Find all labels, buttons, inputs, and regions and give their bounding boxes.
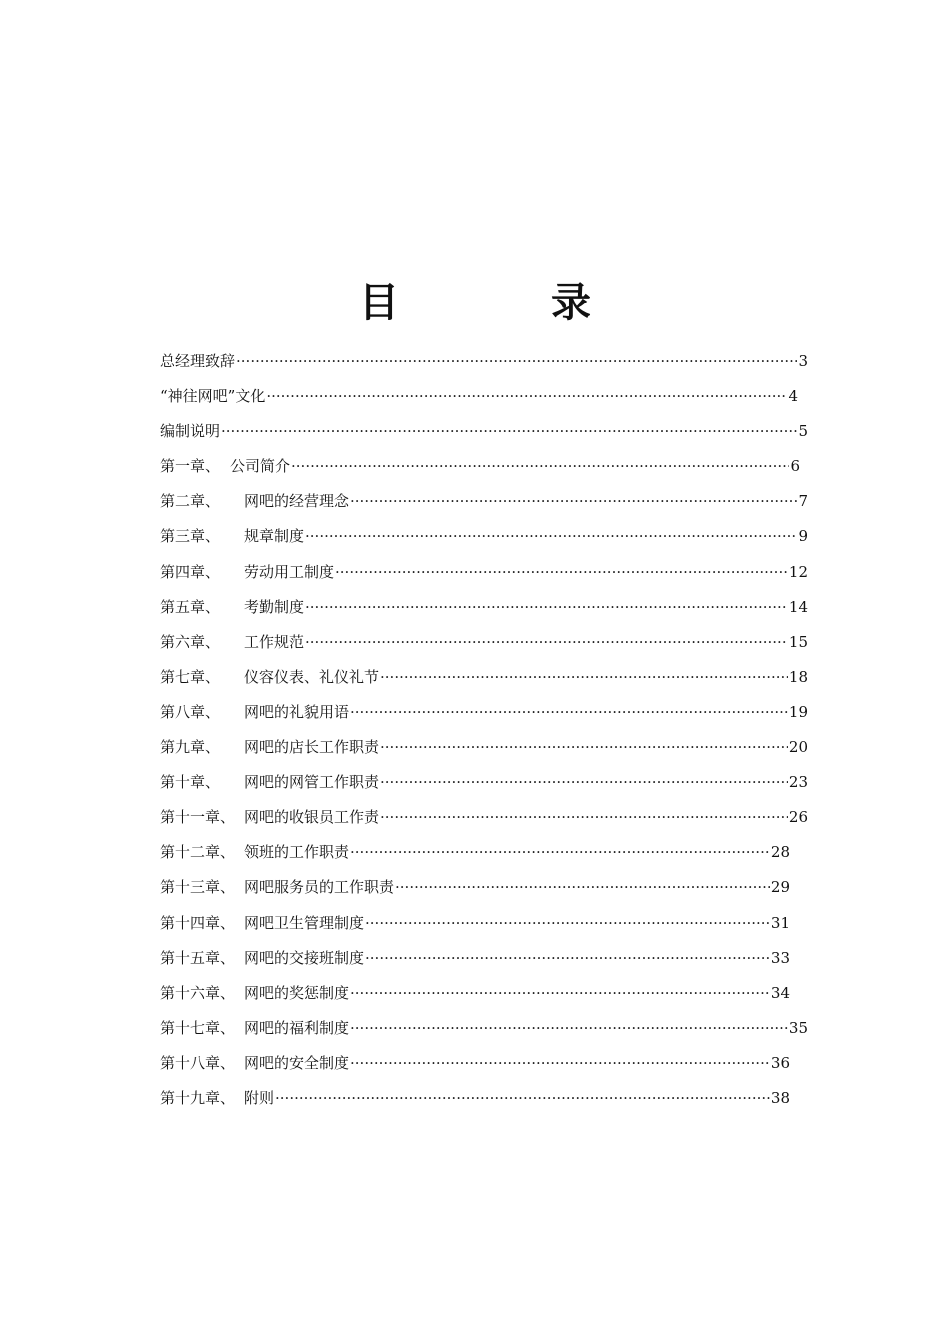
toc-chapter-label: 第十一章、 [160,808,236,827]
toc-dot-leader [221,414,797,449]
toc-entry-title: 总经理致辞 [160,352,236,370]
toc-entry-title: 网吧的收银员工作责 [244,808,380,827]
toc-entry[interactable] [160,976,790,1011]
toc-entry-title: 工作规范 [244,632,305,651]
toc-page-number: 18 [788,667,808,686]
toc-chapter-label: 第二章、 [160,492,221,511]
toc-entry-title: 网吧的网管工作职责 [244,773,380,792]
toc-chapter-label: 第十六章、 [160,983,236,1002]
toc-entry-title: 规章制度 [244,527,305,546]
toc-page-number: 7 [798,492,808,511]
toc-page-number: 5 [798,422,808,441]
toc-dot-leader [236,344,797,379]
toc-title: 目 录 [359,280,647,326]
toc-chapter-label: 第八章、 [160,702,221,721]
toc-chapter-label: 第十三章、 [160,878,236,897]
toc-page-number: 9 [798,527,808,546]
toc-page-number: 34 [770,983,790,1002]
toc-entry-title: 网吧的礼貌用语 [244,702,350,721]
toc-page-number: 26 [788,808,808,827]
toc-dot-leader [350,1011,788,1046]
toc-page-number: 3 [798,352,808,370]
toc-chapter-label: 第五章、 [160,597,221,616]
toc-entry-title: 编制说明 [160,422,221,441]
toc-entry[interactable] [160,730,808,765]
toc-entry-title: “神往网吧”文化 [160,387,266,406]
toc-chapter-label: 第十章、 [160,773,221,792]
toc-chapter-label: 第十二章、 [160,843,236,862]
toc-entry[interactable] [160,906,790,941]
toc-page-number: 4 [788,387,798,406]
toc-page-number: 15 [788,632,808,651]
toc-dot-leader [395,870,770,905]
toc-dot-leader [266,379,787,414]
toc-dot-leader [380,730,788,765]
toc-entry[interactable] [160,1046,790,1081]
toc-chapter-label: 第十七章、 [160,1018,236,1037]
toc-chapter-label: 第七章、 [160,667,221,686]
toc-chapter-label: 第三章、 [160,527,221,546]
toc-page-number: 36 [770,1053,790,1072]
toc-entry[interactable] [160,660,808,695]
toc-entry[interactable] [160,1011,808,1046]
toc-entry-title: 领班的工作职责 [244,843,350,862]
toc-entry[interactable] [160,695,808,730]
toc-page-number: 28 [770,843,790,862]
toc-dot-leader [305,590,788,625]
toc-dot-leader [350,484,797,519]
toc-dot-leader [291,449,789,484]
toc-entry[interactable] [160,1081,790,1116]
toc-dot-leader [305,625,788,660]
toc-dot-leader [380,660,788,695]
toc-page-number: 6 [790,457,800,476]
toc-entry[interactable] [160,555,808,590]
toc-entry-title: 网吧的安全制度 [244,1053,350,1072]
toc-dot-leader [380,765,788,800]
toc-page-number: 20 [788,738,808,757]
toc-entry[interactable] [160,835,790,870]
toc-entry[interactable] [160,941,790,976]
toc-page-number: 38 [770,1088,790,1107]
toc-entry-title: 网吧的福利制度 [244,1018,350,1037]
toc-dot-leader [365,906,770,941]
toc-entry-title: 网吧卫生管理制度 [244,913,365,932]
toc-entry[interactable] [160,519,808,554]
toc-entry[interactable] [160,765,808,800]
toc-page-number: 19 [788,702,808,721]
toc-dot-leader [350,1046,770,1081]
toc-dot-leader [305,519,797,554]
toc-entry-title: 网吧的店长工作职责 [244,738,380,757]
toc-dot-leader [380,800,788,835]
toc-entry-title: 网吧服务员的工作职责 [244,878,395,897]
toc-entry[interactable] [160,414,808,449]
toc-entry[interactable] [160,484,808,519]
toc-chapter-label: 第六章、 [160,632,221,651]
toc-entry-title: 网吧的交接班制度 [244,948,365,967]
toc-entry[interactable] [160,449,800,484]
toc-dot-leader [350,695,788,730]
toc-page-number: 29 [770,878,790,897]
toc-entry-title: 劳动用工制度 [244,562,335,581]
toc-dot-leader [365,941,770,976]
toc-chapter-label: 第十五章、 [160,948,236,967]
toc-dot-leader [350,976,770,1011]
toc-entry[interactable] [160,800,808,835]
toc-page-number: 31 [770,913,790,932]
toc-chapter-label: 第四章、 [160,562,221,581]
toc-entry[interactable] [160,379,798,414]
toc-chapter-label: 第十四章、 [160,913,236,932]
toc-entry-title: 公司简介 [230,457,291,476]
toc-entry[interactable] [160,625,808,660]
toc-page-number: 23 [788,773,808,792]
toc-entry-title: 仪容仪表、礼仪礼节 [244,667,380,686]
toc-chapter-label: 第一章、 [160,457,221,476]
toc-entry[interactable] [160,344,808,379]
toc-page-number: 35 [788,1018,808,1037]
toc-chapter-label: 第十八章、 [160,1053,236,1072]
toc-dot-leader [335,555,788,590]
toc-entry[interactable] [160,590,808,625]
toc-list [160,344,810,1116]
toc-entry-title: 附则 [244,1088,275,1107]
toc-entry-title: 网吧的奖惩制度 [244,983,350,1002]
toc-page-number: 14 [788,597,808,616]
toc-chapter-label: 第十九章、 [160,1088,236,1107]
toc-entry-title: 网吧的经营理念 [244,492,350,511]
toc-chapter-label: 第九章、 [160,738,221,757]
toc-entry-title: 考勤制度 [244,597,305,616]
toc-page-number: 33 [770,948,790,967]
toc-page-number: 12 [788,562,808,581]
toc-dot-leader [275,1081,770,1116]
toc-entry[interactable] [160,870,790,905]
toc-dot-leader [350,835,770,870]
